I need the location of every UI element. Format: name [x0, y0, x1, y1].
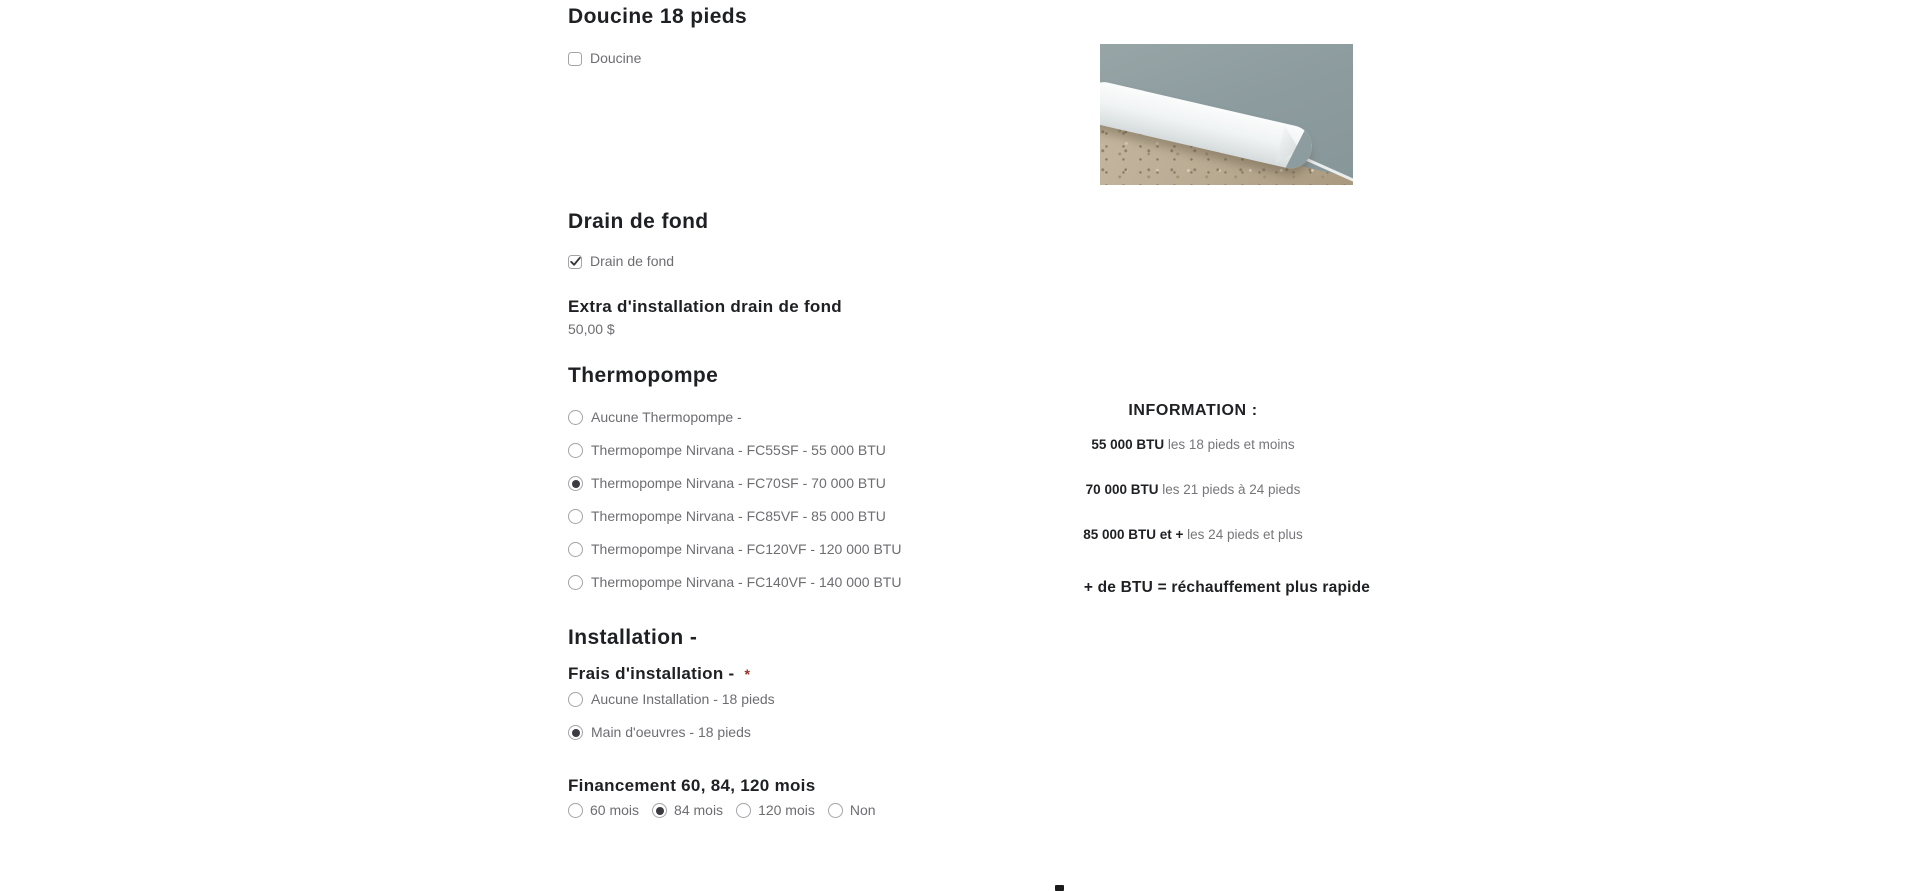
- checkmark-icon: [569, 255, 582, 268]
- cut-off-content: [1055, 885, 1064, 891]
- information-line: [1027, 437, 1427, 452]
- radio-button[interactable]: [568, 443, 583, 458]
- section-title-doucine: Doucine 18 pieds: [568, 5, 748, 28]
- subsection-title-frais-installation: [568, 663, 750, 685]
- radio-button[interactable]: [828, 803, 843, 818]
- doucine-checkbox-row[interactable]: [568, 50, 641, 67]
- doucine-checkbox-label: Doucine: [590, 50, 642, 66]
- radio-label: Aucune Installation - 18 pieds: [591, 691, 775, 707]
- required-asterisk: *: [744, 666, 751, 682]
- drain-checkbox[interactable]: [568, 255, 582, 269]
- installation-option-none[interactable]: [568, 691, 775, 708]
- radio-label: Thermopompe Nirvana - FC120VF - 120 000 BTU: [591, 541, 902, 557]
- radio-label: Thermopompe Nirvana - FC55SF - 55 000 BTU: [591, 442, 886, 458]
- drain-checkbox-label: Drain de fond: [590, 253, 675, 269]
- section-title-thermopompe: Thermopompe: [568, 364, 719, 387]
- radio-label: Aucune Thermopompe -: [591, 409, 742, 425]
- doucine-checkbox[interactable]: [568, 52, 582, 66]
- financement-option-60-mois[interactable]: [568, 802, 639, 819]
- info-btu-value: 55 000 BTU: [1091, 437, 1165, 452]
- radio-button[interactable]: [568, 803, 583, 818]
- info-btu-range: les 21 pieds à 24 pieds: [1158, 482, 1301, 497]
- doucine-product-photo: [1100, 44, 1353, 185]
- thermopompe-option-none[interactable]: [568, 409, 742, 426]
- section-title-drain-de-fond: Drain de fond: [568, 210, 709, 233]
- radio-label: Non: [849, 802, 876, 818]
- financement-option-120-mois[interactable]: [736, 802, 815, 819]
- info-btu-range: les 18 pieds et moins: [1164, 437, 1295, 452]
- radio-button[interactable]: [736, 803, 751, 818]
- information-line: [1027, 527, 1427, 542]
- financement-option-84-mois[interactable]: [652, 802, 723, 819]
- radio-label: 120 mois: [758, 802, 815, 818]
- radio-label: Thermopompe Nirvana - FC85VF - 85 000 BTU: [591, 508, 886, 524]
- information-title: INFORMATION :: [1128, 402, 1258, 419]
- radio-button[interactable]: [568, 476, 583, 491]
- section-title-financement: Financement 60, 84, 120 mois: [568, 776, 816, 795]
- radio-button[interactable]: [568, 542, 583, 557]
- info-btu-range: les 24 pieds et plus: [1183, 527, 1303, 542]
- info-btu-value: 85 000 BTU et +: [1083, 527, 1184, 542]
- radio-button[interactable]: [568, 725, 583, 740]
- installation-option-main-doeuvres[interactable]: [568, 724, 751, 741]
- radio-label: Thermopompe Nirvana - FC140VF - 140 000 BTU: [591, 574, 902, 590]
- section-title-installation: Installation -: [568, 626, 698, 649]
- drain-checkbox-row[interactable]: [568, 253, 674, 270]
- thermopompe-option-fc140vf[interactable]: [568, 574, 901, 591]
- radio-label: 84 mois: [674, 802, 724, 818]
- frais-installation-label: Frais d'installation -: [568, 664, 735, 683]
- section-title-extra-installation: Extra d'installation drain de fond: [568, 297, 842, 316]
- radio-label: 60 mois: [590, 802, 640, 818]
- radio-button[interactable]: [652, 803, 667, 818]
- financement-options-row: [568, 802, 876, 819]
- information-line: [1027, 482, 1427, 497]
- thermopompe-option-fc55sf[interactable]: [568, 442, 886, 459]
- information-footnote: + de BTU = réchauffement plus rapide: [1083, 579, 1371, 596]
- radio-button[interactable]: [568, 509, 583, 524]
- financement-option-non[interactable]: [828, 802, 876, 819]
- radio-button[interactable]: [568, 410, 583, 425]
- extra-installation-price: 50,00 $: [568, 321, 615, 337]
- radio-label: Thermopompe Nirvana - FC70SF - 70 000 BTU: [591, 475, 886, 491]
- thermopompe-option-fc85vf[interactable]: [568, 508, 886, 525]
- radio-label: Main d'oeuvres - 18 pieds: [591, 724, 751, 740]
- info-btu-value: 70 000 BTU: [1085, 482, 1159, 497]
- thermopompe-option-fc120vf[interactable]: [568, 541, 901, 558]
- thermopompe-option-fc70sf[interactable]: [568, 475, 886, 492]
- radio-button[interactable]: [568, 692, 583, 707]
- radio-button[interactable]: [568, 575, 583, 590]
